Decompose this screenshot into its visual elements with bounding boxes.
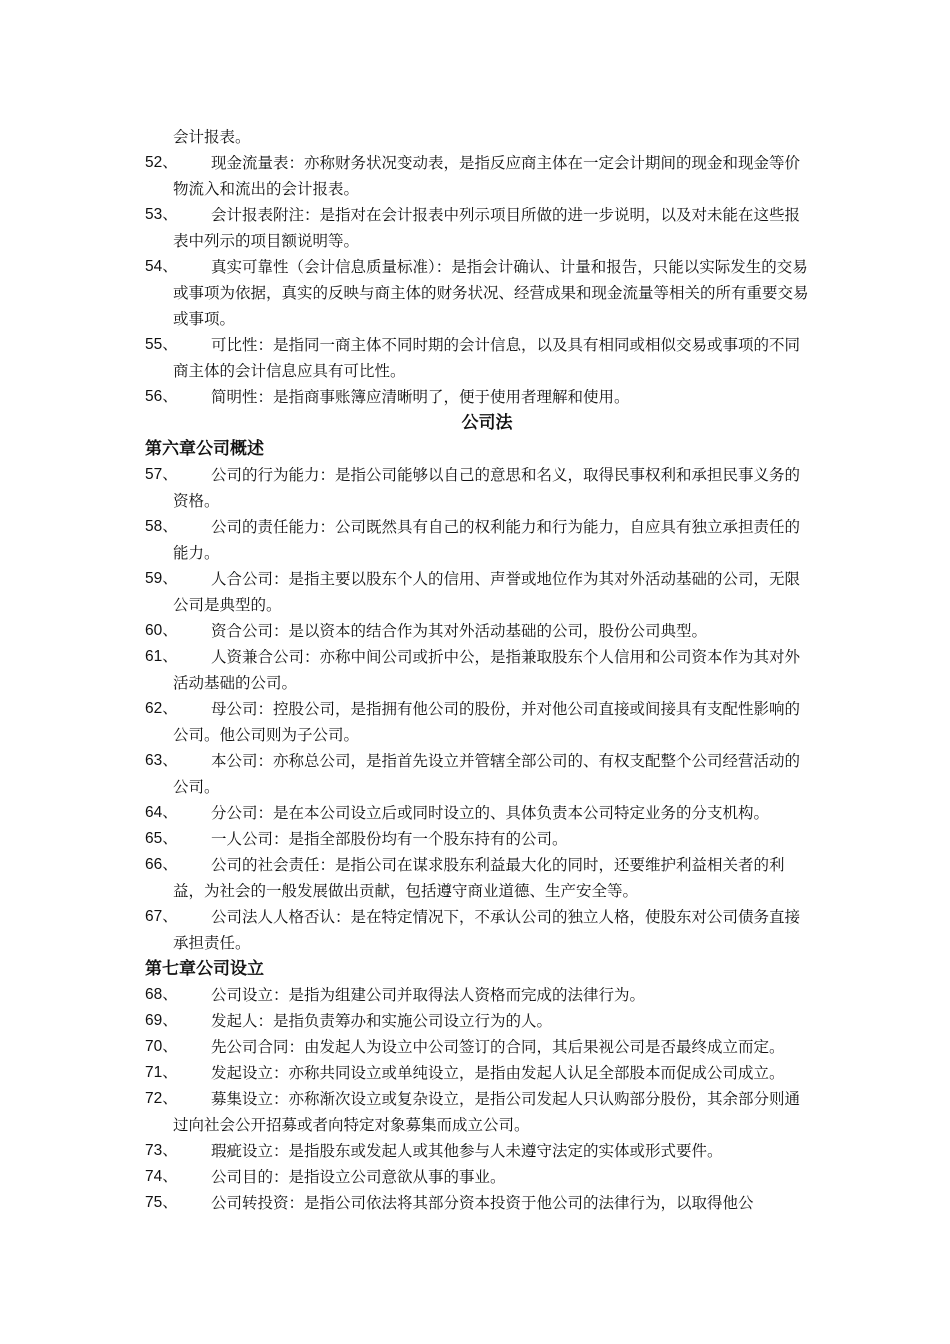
item-number: 64、 xyxy=(145,804,178,821)
list-item xyxy=(145,254,815,332)
item-number: 72、 xyxy=(145,1090,178,1107)
list-item xyxy=(145,150,815,202)
list-item xyxy=(145,1190,815,1216)
item-number: 61、 xyxy=(145,648,178,665)
item-number: 65、 xyxy=(145,830,178,847)
item-text: 一人公司：是指全部股份均有一个股东持有的公司。 xyxy=(211,830,568,848)
list-item xyxy=(145,384,815,410)
list-item xyxy=(145,1086,815,1138)
list-item xyxy=(145,982,815,1008)
list-item xyxy=(145,514,815,566)
list-item xyxy=(145,826,815,852)
item-text: 本公司：亦称总公司，是指首先设立并管辖全部公司的、有权支配整个公司经营活动的公司。 xyxy=(173,752,801,796)
item-text: 人资兼合公司：亦称中间公司或折中公，是指兼取股东个人信用和公司资本作为其对外活动基础的公司。 xyxy=(173,648,801,692)
item-text: 简明性：是指商事账簿应清晰明了，便于使用者理解和使用。 xyxy=(211,388,630,406)
list-item xyxy=(145,1034,815,1060)
list-item xyxy=(145,566,815,618)
item-text: 发起人：是指负责筹办和实施公司设立行为的人。 xyxy=(211,1012,553,1030)
item-text: 公司的社会责任：是指公司在谋求股东利益最大化的同时，还要维护利益相关者的利益，为社会的一般发展做出贡献，包括遵守商业道德、生产安全等。 xyxy=(173,856,785,900)
item-number: 70、 xyxy=(145,1038,178,1055)
item-text: 现金流量表：亦称财务状况变动表，是指反应商主体在一定会计期间的现金和现金等价物流入和流出的会计报表。 xyxy=(173,154,801,198)
list-item xyxy=(145,1164,815,1190)
item-number: 68、 xyxy=(145,986,178,1003)
item-number: 54、 xyxy=(145,258,178,275)
list-item xyxy=(145,748,815,800)
item-text: 人合公司：是指主要以股东个人的信用、声誉或地位作为其对外活动基础的公司，无限公司是典型的。 xyxy=(173,570,801,614)
item-text: 母公司：控股公司，是指拥有他公司的股份，并对他公司直接或间接具有支配性影响的公司。他公司则为子公司。 xyxy=(173,700,801,744)
item-text: 先公司合同：由发起人为设立中公司签订的合同，其后果视公司是否最终成立而定。 xyxy=(211,1038,785,1056)
item-number: 60、 xyxy=(145,622,178,639)
item-number: 59、 xyxy=(145,570,178,587)
item-text: 分公司：是在本公司设立后或同时设立的、具体负责本公司特定业务的分支机构。 xyxy=(211,804,770,822)
list-item xyxy=(145,332,815,384)
item-number: 58、 xyxy=(145,518,178,535)
item-text: 真实可靠性（会计信息质量标准）：是指会计确认、计量和报告，只能以实际发生的交易或事项为依据，真实的反映与商主体的财务状况、经营成果和现金流量等相关的所有重要交易或事项。 xyxy=(173,258,809,328)
item-number: 62、 xyxy=(145,700,178,717)
item-text: 公司法人人格否认：是在特定情况下，不承认公司的独立人格，使股东对公司债务直接承担责任。 xyxy=(173,908,801,952)
item-text: 公司设立：是指为组建公司并取得法人资格而完成的法律行为。 xyxy=(211,986,646,1004)
item-number: 63、 xyxy=(145,752,178,769)
list-item xyxy=(145,1060,815,1086)
item-number: 67、 xyxy=(145,908,178,925)
list-item xyxy=(145,904,815,956)
item-number: 56、 xyxy=(145,388,178,405)
item-number: 73、 xyxy=(145,1142,178,1159)
item-number: 69、 xyxy=(145,1012,178,1029)
item-number: 55、 xyxy=(145,336,178,353)
item-number: 52、 xyxy=(145,154,178,171)
item-number: 75、 xyxy=(145,1194,178,1211)
item-text: 公司转投资：是指公司依法将其部分资本投资于他公司的法律行为，以取得他公 xyxy=(211,1194,754,1212)
item-number: 74、 xyxy=(145,1168,178,1185)
page-content xyxy=(145,124,815,1216)
list-item xyxy=(145,202,815,254)
item-text: 公司目的：是指设立公司意欲从事的事业。 xyxy=(211,1168,506,1186)
item-text: 公司的行为能力：是指公司能够以自己的意思和名义，取得民事权利和承担民事义务的资格。 xyxy=(173,466,801,510)
list-item xyxy=(145,696,815,748)
item-number: 53、 xyxy=(145,206,178,223)
item-number: 57、 xyxy=(145,466,178,483)
chapter-items xyxy=(145,462,815,956)
item-number: 71、 xyxy=(145,1064,178,1081)
item-text: 可比性：是指同一商主体不同时期的会计信息，以及具有相同或相似交易或事项的不同商主体的会计信息应具有可比性。 xyxy=(173,336,801,380)
item-text: 资合公司：是以资本的结合作为其对外活动基础的公司，股份公司典型。 xyxy=(211,622,708,640)
list-item xyxy=(145,1008,815,1034)
item-text: 发起设立：亦称共同设立或单纯设立，是指由发起人认足全部股本而促成公司成立。 xyxy=(211,1064,785,1082)
continuation-text: 会计报表。 xyxy=(173,128,251,146)
law-title: 公司法 xyxy=(461,413,513,433)
item-text: 募集设立：亦称渐次设立或复杂设立，是指公司发起人只认购部分股份，其余部分则通过向社会公开招募或者向特定对象募集而成立公司。 xyxy=(173,1090,801,1134)
list-item xyxy=(145,800,815,826)
item-text: 瑕疵设立：是指股东或发起人或其他参与人未遵守法定的实体或形式要件。 xyxy=(211,1142,723,1160)
list-item xyxy=(145,1138,815,1164)
list-item xyxy=(145,462,815,514)
item-text: 公司的责任能力：公司既然具有自己的权利能力和行为能力，自应具有独立承担责任的能力。 xyxy=(173,518,801,562)
chapter-heading: 第七章公司设立 xyxy=(145,959,264,979)
chapter-heading: 第六章公司概述 xyxy=(145,439,264,459)
section-items xyxy=(145,150,815,410)
item-number: 66、 xyxy=(145,856,178,873)
list-item xyxy=(145,852,815,904)
list-item xyxy=(145,618,815,644)
item-text: 会计报表附注：是指对在会计报表中列示项目所做的进一步说明，以及对未能在这些报表中列示的项目额说明等。 xyxy=(173,206,801,250)
chapter-items xyxy=(145,982,815,1216)
list-item xyxy=(145,644,815,696)
